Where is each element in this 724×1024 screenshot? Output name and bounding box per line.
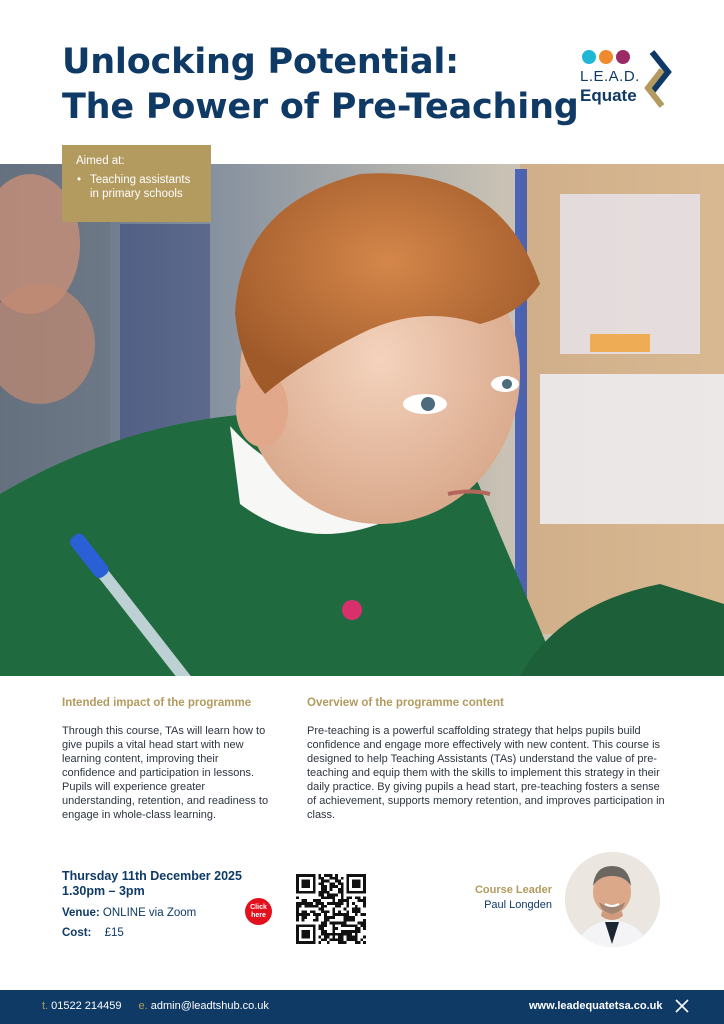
- impact-section: [62, 697, 272, 822]
- overview-section: [307, 697, 667, 822]
- event-details: [62, 869, 262, 939]
- qr-code[interactable]: [296, 874, 366, 944]
- cost-value: £15: [104, 927, 124, 939]
- click-label-line-1: Click: [250, 904, 267, 911]
- logo-text-lead: L.E.A.D.: [580, 68, 640, 85]
- venue-row: [62, 907, 262, 919]
- event-date: Thursday 11th December 2025: [62, 869, 242, 883]
- logo-dot-blue: [582, 50, 596, 64]
- logo-dot-orange: [599, 50, 613, 64]
- event-time: 1.30pm – 3pm: [62, 884, 145, 898]
- footer-bar: [0, 990, 724, 1024]
- cost-label: Cost:: [62, 927, 92, 939]
- audience-heading: Aimed at:: [76, 155, 125, 167]
- overview-body: Pre-teaching is a powerful scaffolding strategy that helps pupils build confidence and engage more effectively with new content. This course is designed to help Teaching Assistants (TAs) understand the value of pre-teaching and equip them with the skills to implement this strategy in their daily practice. By giving pupils a head start, pre-teaching fosters a sense of achievement, supports memory retention, and improves participation in class.: [307, 725, 665, 821]
- x-icon[interactable]: [674, 998, 690, 1014]
- phone-label: t.: [42, 1000, 49, 1012]
- impact-heading: Intended impact of the programme: [62, 697, 252, 709]
- audience-list: [76, 173, 199, 201]
- course-leader-name: Paul Longden: [484, 899, 552, 911]
- phone-number[interactable]: 01522 214459: [51, 1000, 122, 1012]
- overview-heading: Overview of the programme content: [307, 697, 504, 709]
- title-line-1: Unlocking Potential:: [62, 42, 459, 82]
- click-label-line-2: here: [251, 912, 266, 919]
- email-label: e.: [138, 1000, 148, 1012]
- audience-box: [62, 145, 211, 222]
- logo-text-equate: Equate: [580, 86, 637, 105]
- course-leader-avatar: [565, 852, 660, 947]
- title-line-2: The Power of Pre-Teaching: [62, 87, 579, 127]
- venue-label: Venue:: [62, 907, 100, 919]
- lead-equate-logo: [580, 46, 680, 116]
- email-address[interactable]: admin@leadtshub.co.uk: [150, 1000, 269, 1012]
- impact-body: Through this course, TAs will learn how to give pupils a vital head start with new learning content, improving their confidence and participation in lessons. Pupils will experience greater understanding, retention, and readiness to engage in whole-class learning.: [62, 725, 269, 821]
- course-leader-role: Course Leader: [474, 884, 552, 896]
- course-leader: [470, 884, 552, 911]
- venue-value: ONLINE via Zoom: [102, 907, 197, 919]
- logo-dot-purple: [616, 50, 630, 64]
- hero-photo: [0, 164, 724, 676]
- click-here-button[interactable]: [245, 898, 272, 925]
- page-title: [62, 40, 582, 130]
- audience-item: • Teaching assistants in primary schools: [76, 173, 199, 201]
- email-block: [139, 1000, 269, 1012]
- logo-chevron-icon: [642, 50, 672, 110]
- contact-info: [42, 1000, 269, 1012]
- website-link[interactable]: www.leadequatetsa.co.uk: [529, 1000, 663, 1012]
- cost-row: [62, 927, 262, 939]
